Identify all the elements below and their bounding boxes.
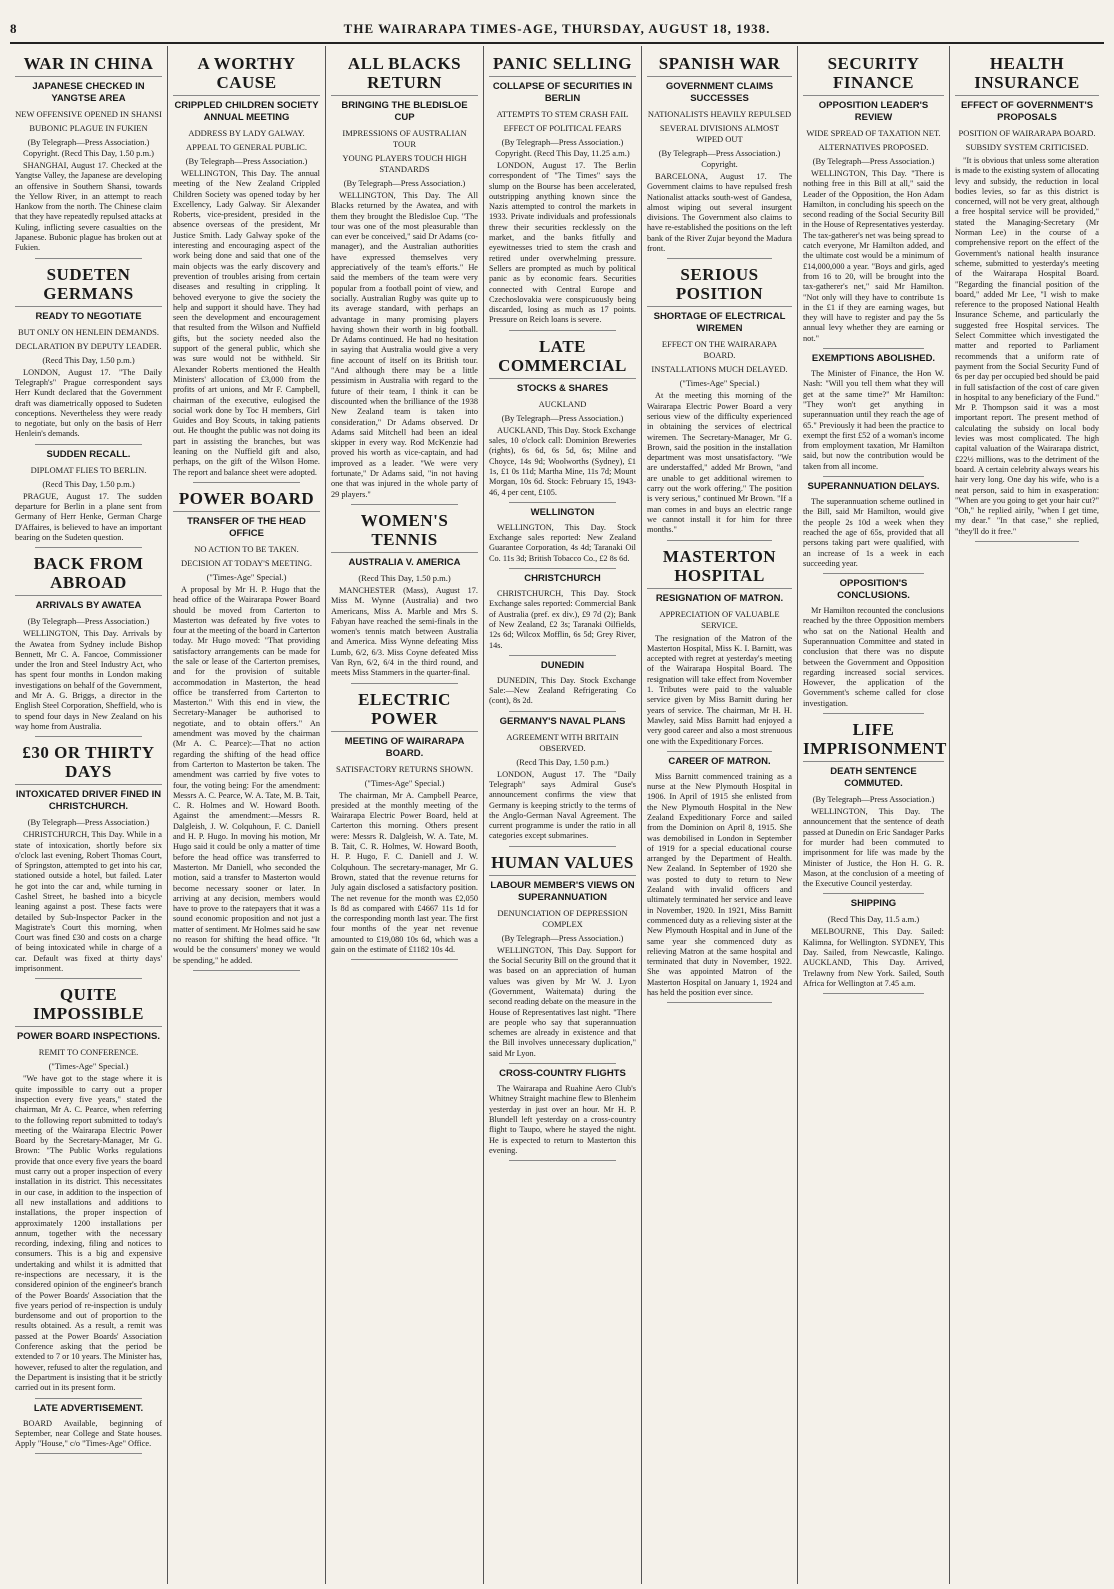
article-divider (509, 1063, 616, 1064)
article-subheading: CHRISTCHURCH (524, 573, 601, 585)
article-body: WELLINGTON, This Day. Stock Exchange sales reported: New Zealand Guarantee Corporation, 4s 4d; Taranaki Oil Co. 11s 3d; British Tobacco Co., £2 8s 6d. (489, 522, 636, 563)
article (803, 54, 944, 349)
article-body: At the meeting this morning of the Wairarapa Electric Power Board a very serious view of the difficulty experienced in obtaining the services of electrical wiremen. The Secretary-Manager, Mr G. Brown, said the position in the installation department was most unsatisfactory. "We are understaffed," added Mr Brown, "and are unable to get additional wiremen to carry out the work offering." The position is very serious," continued Mr Brown. "If a man comes in and buys an electric range we cannot install it for him for three months." (647, 391, 792, 535)
article-body: Miss Barnitt commenced training as a nurse at the New Plymouth Hospital in 1906. In April of 1915 she enlisted from the New Plymouth Hospital in the New Zealand Expeditionary Force and sailed from the Dominion on April 8, 1915. She was demobilised in London in September of 1919 for a special educational course arranged by the Department of Health. New Zealand. In September of 1920 she was posted to duty to return to New Zealand with invalid officers and ultimately terminated her service and leave in November, 1920. In 1921, Miss Barnitt commenced duty as a relieving sister at the New Plymouth Hospital and in June of the same year she commenced duty as relieving Matron at the same hospital and terminated that duty in November, 1922. She was appointed Matron of the Masterton Hospital on January 1, 1924 and has held the position ever since. (647, 771, 792, 998)
article-subheading: OPPOSITION LEADER'S REVIEW (818, 100, 929, 123)
article-subheading: RESIGNATION OF MATRON. (655, 592, 784, 604)
article (803, 898, 944, 994)
article-body: Mr Hamilton recounted the conclusions reached by the three Opposition members who sat on the National Health and Superannuation Committee and stated in conclusion that there was no dispute between the Government and Opposition regarding increased social services. However, the application of the Government's scheme called for close investigation. (803, 606, 944, 708)
article-headline: SUDETEN GERMANS (15, 265, 162, 307)
article-subheading: WELLINGTON (530, 506, 595, 518)
column-2 (168, 46, 326, 1584)
article-dateline: (By Telegraph—Press Association.) (812, 794, 935, 805)
article-body: CHRISTCHURCH, This Day. Stock Exchange sales reported: Commercial Bank of Australia (pref. ex div.), £9 7d (2); Bank of New Zealand, £2 3s; Taranaki Oilfields, 12s 6d; Wilcox Mofflin, 6s 5d; Grey River, 14s. (489, 589, 636, 650)
article-subheading: TRANSFER OF THE HEAD OFFICE (187, 515, 306, 539)
article-divider (823, 476, 924, 477)
article-divider (193, 482, 300, 483)
article-body: SHANGHAI, August 17. Checked at the Yangtse Valley, the Japanese are developing an offensive in Southern Shansi, towards the Yellow River, in an attempt to reach Hankow from the north. The Chinese claim that they have repeatedly repulsed attacks at Kuling, inflicting severe casualties on the Japanese. Bubonic plague has broken out at Fukien. (15, 161, 162, 253)
article-subheading: NO ACTION TO BE TAKEN. (194, 543, 299, 554)
article-divider (509, 568, 616, 569)
article (647, 54, 792, 259)
article-subheading: INSTALLATIONS MUCH DELAYED. (651, 364, 788, 375)
article (489, 573, 636, 656)
article (803, 353, 944, 477)
article-subheading: SHIPPING (850, 898, 897, 910)
article (331, 511, 478, 684)
article-subheading: ARRIVALS BY AWATEA (35, 600, 142, 612)
article (15, 554, 162, 737)
article-subheading: BRINGING THE BLEDISLOE CUP (341, 100, 468, 123)
article-subheading: DUNEDIN (540, 659, 585, 671)
article-divider (509, 655, 616, 656)
article (489, 660, 636, 712)
article-subheading: STOCKS & SHARES (516, 382, 609, 394)
article-divider (975, 541, 1079, 542)
article-divider (667, 540, 772, 541)
article-dateline: (By Telegraph—Press Association.) (501, 412, 624, 423)
article-divider (823, 713, 924, 714)
article (803, 481, 944, 574)
article-subheading: OPPOSITION'S CONCLUSIONS. (837, 578, 910, 602)
column-6 (798, 46, 950, 1584)
article-subheading: SEVERAL DIVISIONS ALMOST WIPED OUT (659, 123, 780, 144)
article-headline: MASTERTON HOSPITAL (647, 547, 792, 589)
article-headline: WAR IN CHINA (15, 54, 162, 77)
article-divider (509, 330, 616, 331)
article (15, 54, 162, 259)
article-subheading: APPEAL TO GENERAL PUBLIC. (186, 142, 307, 152)
article-subheading: LATE ADVERTISEMENT. (33, 1402, 144, 1414)
article-headline: ALL BLACKS RETURN (331, 54, 478, 96)
article-body: A proposal by Mr H. P. Hugo that the head office of the Wairarapa Power Board should be moved from Carterton to Masterton was defeated by five votes to four at the meeting of the board in Carterton today. Mr Hugo moved: "That providing satisfactory arrangements can be made for the sale or lease of the Carterton premises, and for the provision of suitable accommodation in Masterton, the head office be transferred from Carterton to Masterton." With this end in view, the Secretary-Manager be authorised to negotiate, and to obtain offers." An amendment was moved by the chairman (Mr A. C. Pearce):—That no action regarding the shifting of the head office from Carterton to Masterton be taken. The amendment was carried by five votes to four, the voting being: For the amendment: Messrs A. C. Pearce, W. A. Tate, M. B. Tait, C. R. Holmes and W. Howard Booth. Against the amendment:—Messrs R. Dalgleish, J. W. Colquhoun, F. C. Daniell and H. P. Hugo. In moving his motion, Mr Hugo said it could be only a matter of time before the head office was transferred to Masterton. Mr Daniell, who seconded the motion, said a transfer to Masterton would become necessary sooner or later. In arriving at any decision, members would have to prove to the ratepayers that it was a sound economic proposition and not just a matter of sentiment. Mr Holmes said he saw no reason for shifting the head office. "It would be the consumers' money we would be spending," he added. (173, 584, 321, 965)
article (489, 716, 636, 847)
article-body: WELLINGTON, This Day. The All Blacks returned by the Awatea, and with them they brought the Bledisloe Cup. "The tour was one of the most pleasurable than can ever be conceived," said Dr Adams (co-manager), and the Australian authorities have expressed themselves very appreciatively of the team's efforts." He said the members of the team were very popular from a football point of view, and socially. Australian Rugby was quite up to its average standard, with perhaps an advantage in many promising players having shown their worth in big football. Dr Adams continued. He had no hesitation in saying that Australia would give a very fine account of itself on its British tour. "And although there may be a little pessimism in Australia with regard to the future of their team, I think it can be discounted when the brilliance of the 1938 New Zealand team is taken into consideration," Dr Adams observed. Dr Adams said Mitchell had been an ideal skipper in every way. Rod McKenzie had proved his worth as vice-captain, and had improved as a leader. "We were very fortunate," Dr Adams said, "in not having one that was injured in the whole party of 29 players." (331, 191, 478, 499)
article-subheading: CROSS-COUNTRY FLIGHTS (499, 1068, 626, 1080)
article-body: BARCELONA, August 17. The Government claims to have repulsed fresh Nationalist attacks south-west of Gandesa, almost wiping out several insurgent divisions. The Government also claims to have re-established the positions on the left bank of the River Zujar beyond the Madura front. (647, 172, 792, 254)
article (331, 690, 478, 961)
article (331, 54, 478, 505)
column-5 (642, 46, 798, 1584)
article-body: CHRISTCHURCH, This Day. While in a state of intoxication, shortly before six o'clock last evening, Robert Thomas Court, of Springston, attempted to get into his car, stationed outside a hotel, but failed. Later he got into the car and, while turning in Cashel Street, he bashed into a bicycle leaning against a post. These facts were detailed by Sub-Inspector Packer in the Magistrate's Court this morning, when Court was fined £30 and costs on a charge of being intoxicated while in charge of a car. Default was fixed at thirty days' imprisonment. (15, 830, 162, 974)
article-divider (509, 846, 616, 847)
article (15, 449, 162, 548)
article-divider (35, 547, 142, 548)
article-divider (667, 751, 772, 752)
article-body: WELLINGTON, This Day. Arrivals by the Awatea from Sydney include Bishop Bennett, Mr C. A. Fancoe, Commissioner under the Iron and Steel Industry Act, who has spent four months in London making investigations on behalf of the Government, and Mr A. G. Briggs, a director in the English Steel Corporation, Sheffield, who is to spend four days in New Zealand on his way home from Australia. (15, 629, 162, 731)
article-dateline: ("Times-Age" Special.) (206, 571, 287, 582)
article-subheading: GOVERNMENT CLAIMS SUCCESSES (665, 81, 774, 104)
article-divider (351, 683, 458, 684)
article-dateline: (By Telegraph—Press Association.) (27, 616, 150, 627)
article-subheading: SATISFACTORY RETURNS SHOWN. (335, 763, 474, 774)
article-subheading: ATTEMPTS TO STEM CRASH FAIL (496, 109, 629, 119)
article-body: LONDON, August 17. The Berlin correspondent of "The Times" says the slump on the Bourse has been accelerated, outstripping anything known since the Nazis attempted to control the markets in 1933. Private individuals and professionals threw their securities recklessly on the market, and the banks fitfully and eyewitnesses tried to stem the crash and retired under overwhelming pressure. Sellers are prompted as much by political panic as by economic fears. Securities connected with Central Europe and Czechoslovakia were conspicuously being discarded, losing as much as 17 points. Pressure on Reich loans is severe. (489, 161, 636, 325)
article-subheading: IMPRESSIONS OF AUSTRALIAN TOUR (342, 128, 467, 149)
column-3 (326, 46, 484, 1584)
article-body: AUCKLAND, This Day. Stock Exchange sales, 10 o'clock call: Dominion Breweries (rights), 6s 6d, 6s 5d, 6s; Milne and Choyce, 14s 9d; Woolworths (Sydney), £1 1s, £1 0s 11d; Martha Mine, 11s 7d; Mount Morgan, 10s 6d. Stock: February 15, 1943-46, 4 per cent, £105. (489, 425, 636, 497)
article-body: DUNEDIN, This Day. Stock Exchange Sale:—New Zealand Refrigerating Co (cont), 8s 2d. (489, 675, 636, 706)
article-headline: SERIOUS POSITION (647, 265, 792, 307)
article-dateline: (By Telegraph—Press Association.) (501, 932, 624, 943)
article-subheading: COLLAPSE OF SECURITIES IN BERLIN (492, 81, 633, 104)
article-dateline: ("Times-Age" Special.) (48, 1061, 129, 1072)
article (489, 54, 636, 331)
article-body: "We have got to the stage where it is quite impossible to carry out a proper inspection every five years," stated the chairman, Mr A. C. Pearce, when referring to the following report submitted to today's meeting of the Wairarapa Electric Power Board by the Secretary-Manager, Mr G. Brown: "The Public Works regulations provide that once every five years the board must carry out a proper inspection of every installation in its district. This necessitates in our case, in addition to the inspection of all new installations and additions to installations, the proper inspection of approximately 1200 installations per annum, together with the necessary recording, indexing, filing and notices to consumers. This is a big and expensive undertaking and whilst it is admitted that re-inspections are necessary, it is the considered opinion of the engineer's branch of the Power Boards' Association that the five years period of re-inspection is unduly burdensome and out of proportion to the results obtained. As a result, a remit was passed at the Power Boards' Association Conference asking that the period be extended to 7 or 10 years. The Minister has, however, refused to alter the regulation, and the Department is insisting that it be strictly carried out in its present form. (15, 1074, 162, 1393)
article-divider (351, 504, 458, 505)
article-body: The resignation of the Matron of the Masterton Hospital, Miss K. I. Barnitt, was accepted with regret at yesterday's meeting of the Wairarapa Hospital Board. The resignation will take effect from November 1. Tributes were paid to the valuable service given by Miss Barnitt during her years of service. The chairman, Mr H. H. Mawley, said Miss Barnitt had enjoyed a very good career and also a most strenuous one with the Expeditionary Forces. (647, 633, 792, 746)
article-body: PRAGUE, August 17. The sudden departure for Berlin in a plane sent from Germany of Herr Henke, German Charge D'Affaires, is believed to have an important bearing on the Sudeten question. (15, 491, 162, 542)
column-4 (484, 46, 642, 1584)
article-headline: POWER BOARD (173, 489, 320, 512)
article-subheading: LABOUR MEMBER'S VIEWS ON SUPERANNUATION (490, 879, 635, 903)
article-subheading: DEATH SENTENCE COMMUTED. (830, 766, 917, 790)
article-body: The Wairarapa and Ruahine Aero Club's Whitney Straight machine flew to Blenheim yesterday in just over an hour. Mr H. P. Blundell left yesterday on a cross-country flight to Taupo, where he stayed the night. He is expected to return to Masterton this evening. (489, 1084, 636, 1155)
article (489, 507, 636, 569)
article-subheading: EXEMPTIONS ABOLISHED. (811, 353, 936, 365)
article-subheading: NEW OFFENSIVE OPENED IN SHANSI (15, 109, 162, 119)
article-body: BOARD Available, beginning of September, near College and State houses. Apply "House," c/o "Times-Age" Office. (15, 1418, 162, 1449)
article-subheading: ADDRESS BY LADY GALWAY. (188, 128, 305, 138)
column-7 (950, 46, 1104, 1584)
article (647, 547, 792, 752)
article-divider (823, 893, 924, 894)
article-dateline: (By Telegraph—Press Association.) Copyright. (Recd This Day, 1.50 p.m.) (22, 137, 155, 158)
article-headline: £30 OR THIRTY DAYS (15, 743, 162, 785)
article-headline: HUMAN VALUES (489, 853, 636, 876)
article-subheading: SUBSIDY SYSTEM CRITICISED. (965, 142, 1089, 152)
article-subheading: DECISION AT TODAY'S MEETING. (180, 557, 313, 568)
article-subheading: DIPLOMAT FLIES TO BERLIN. (30, 464, 147, 475)
article-body: WELLINGTON, This Day. "There is nothing free in this Bill at all," said the Leader of the Opposition, the Hon Adam Hamilton, in concluding his speech on the second reading of the Social Security Bill in the House of Representatives yesterday. The tax-gatherer's net was being spread to catch everyone, Mr Hamilton added, and the ultimate cost would be a minimum of £14,000,000 a year. "Boys and girls, aged from 16 to 20, will be brought into the tax-gatherer's net," said Mr Hamilton. "Not only will they have to contribute 1s in the £1 if they are earning wages, but they will have to register and pay the 5s annual levy whether they are earning or not." (803, 169, 944, 343)
article-divider (35, 978, 142, 979)
article-headline: LATE COMMERCIAL (489, 337, 636, 379)
article-subheading: READY TO NEGOTIATE (35, 310, 142, 322)
article-subheading: DECLARATION BY DEPUTY LEADER. (15, 340, 162, 351)
article-subheading: WIDE SPREAD OF TAXATION NET. (806, 128, 941, 138)
article-headline: ELECTRIC POWER (331, 690, 478, 732)
article-subheading: INTOXICATED DRIVER FINED IN CHRISTCHURCH. (15, 789, 162, 813)
article-divider (35, 444, 142, 445)
article (15, 265, 162, 445)
article-subheading: NATIONALISTS HEAVILY REPULSED (647, 109, 792, 119)
article-divider (35, 1398, 142, 1399)
masthead-rule (10, 42, 1104, 44)
page-number: 8 (10, 21, 17, 36)
article-subheading: EFFECT OF POLITICAL FEARS (503, 123, 622, 133)
article-subheading: AUSTRALIA V. AMERICA (348, 556, 461, 568)
article-dateline: (Recd This Day, 11.5 a.m.) (827, 914, 920, 925)
article (173, 54, 320, 483)
article-body: The Minister of Finance, the Hon W. Nash: "Will you tell them what they will get at the same time?" Mr Hamilton: "They won't get anything in superannuation until they reach the age of 65." Previously it had been the practice to exempt the first £52 of a woman's income from employment taxation, Mr Hamilton said, but now the contribution would be taken from all income. (803, 369, 944, 471)
article-headline: SECURITY FINANCE (803, 54, 944, 96)
article-dateline: ("Times-Age" Special.) (679, 378, 760, 389)
article-subheading: BUT ONLY ON HENLEIN DEMANDS. (17, 326, 160, 337)
article-dateline: ("Times-Age" Special.) (364, 777, 445, 788)
article-subheading: POWER BOARD INSPECTIONS. (16, 1031, 161, 1043)
article-body: LONDON, August 17. The "Daily Telegraph" says Admiral Guse's announcement confirms the view that Germany is keeping strictly to the terms of the Anglo-German Naval Agreement. The current programme is under the ratio in all categories except submarines. (489, 769, 636, 841)
article-subheading: JAPANESE CHECKED IN YANGTSE AREA (32, 81, 145, 104)
article-headline: PANIC SELLING (489, 54, 636, 77)
newspaper-title: THE WAIRARAPA TIMES-AGE, THURSDAY, AUGUST 18, 1938. (343, 21, 771, 36)
article-divider (509, 711, 616, 712)
article-body: MELBOURNE, This Day. Sailed: Kalimna, for Wellington. SYDNEY, This Day. Sailed, from Newcastle, Kalingo. AUCKLAND, This Day. Arrived, Trelawny from New York. Sailed, South Africa for Wellington at 7.45 a.m. (803, 927, 944, 988)
article-body: The chairman, Mr A. Campbell Pearce, presided at the monthly meeting of the Wairarapa Electric Power Board, held at Carterton this morning. Others present were: Messrs R. Dalgleish, W. A. Tate, M. B. Tait, C. R. Holmes, W. Howard Booth, H. P. Hugo, F. C. Daniell and J. W. Colquhoun. The secretary-manager, Mr G. Brown, stated that the revenue returns for July again disclosed a satisfactory position. The net revenue for the month was £2,050 Is 8d as compared with £4667 11s 1d for the corresponding month last year. The first four months of the year net revenue amounted to £19,080 10s 6d, which was a gain on the estimate of £1182 10s 4d. (331, 790, 478, 955)
article-dateline: (By Telegraph—Press Association.) (27, 817, 150, 828)
article-divider (35, 258, 142, 259)
article-divider (35, 1453, 142, 1454)
article-subheading: MEETING OF WAIRARAPA BOARD. (344, 735, 465, 759)
article (647, 265, 792, 540)
article-headline: SPANISH WAR (647, 54, 792, 77)
article-subheading: REMIT TO CONFERENCE. (38, 1047, 139, 1058)
article-divider (509, 1160, 616, 1161)
article (489, 337, 636, 503)
article-subheading: SHORTAGE OF ELECTRICAL WIREMEN (653, 311, 786, 335)
article (647, 756, 792, 1004)
article-body: MANCHESTER (Mass), August 17. Miss M. Wynne (Australia) and two Americans, Miss A. Marble and Mrs S. Fabyan have reached the semi-finals in the women's tennis match between Australia and America. Miss Wynne defeating Miss Lumb, 6/2, 6/3. Miss Coyne defeated Miss Van Ryn, 6/2, 6/4 in the third round, and meets Miss Stammers in the quarter-final. (331, 585, 478, 678)
article-subheading: POSITION OF WAIRARAPA BOARD. (958, 128, 1096, 138)
article-body: "It is obvious that unless some alteration is made to the existing system of allocating levy and subsidy, the reduction in local bodies levies, so far as this district is concerned, will not be very great, although a free hospital service will be provided," stated the Managing-Secretary (Mr Norman Lee) in the course of a comprehensive report on the effect of the Government's national health insurance scheme, submitted to yesterday's meeting of the Wairarapa Hospital Board. "Regarding the financial position of the board," added Mr Lee, "I wish to make reference to the proposed National Health Insurance Scheme, and particularly the suggested free Hospital services. The Select Committee which investigated the matter and reported to Parliament recommends that a uniform rate of payment from the Social Security Fund of 6s per day per occupied bed should be paid in full satisfaction of the cost of care given in hospital to any beneficiary of the Fund." Mr P. Thompson said it was a most important report. The present method of calculating the subsidy on local body levies was most complicated. The high capital valuation of the Wairarapa district, £22½ millions, was to the detriment of the board. A certain celebrity always wears his hair very long. One day his wife, who is a neat person, said to him in exasperation: "When are you going to get your hair cut?" "Oh," he replied airily, "when I get time, my dear." "In that case," she replied, "they'll do it free." (955, 156, 1099, 536)
article-headline: BACK FROM ABROAD (15, 554, 162, 596)
article-divider (509, 502, 616, 503)
article-dateline: (By Telegraph—Press Association.) (185, 156, 308, 166)
article-divider (193, 970, 300, 971)
article-dateline: (By Telegraph—Press Association.) Copyright. (658, 148, 781, 169)
article-subheading: CRIPPLED CHILDREN SOCIETY ANNUAL MEETING (174, 100, 319, 123)
article-subheading: AGREEMENT WITH BRITAIN OBSERVED. (506, 731, 619, 753)
article-body: LONDON, August 17. "The Daily Telegraph's" Prague correspondent says Herr Kundt declared that the Government draft was diametrically opposed to Sudeten conceptions. Nevertheless they were ready to negotiate, but only on the basis of Herr Henlein's demands. (15, 367, 162, 439)
article-subheading: SUPERANNUATION DELAYS. (807, 481, 940, 493)
article-dateline: (By Telegraph—Press Association.) (812, 156, 935, 166)
article-dateline: (Recd This Day, 1.50 p.m.) (42, 478, 135, 489)
article (15, 743, 162, 979)
masthead (10, 18, 1104, 40)
article-dateline: (Recd This Day, 1.50 p.m.) (358, 572, 451, 583)
article-dateline: (By Telegraph—Press Association.) Copyright. (Recd This Day, 11.25 a.m.) (495, 137, 630, 158)
article-body: WELLINGTON, This Day. The annual meeting of the New Zealand Crippled Children Society was opened today by her Excellency, Lady Galway. Sir Alexander Roberts, vice-president, presided in the absence overseas of the president, Mr Justice Smith. Lady Galway spoke of the interesting and encouraging aspect of the work being done and said that one of the main objects was the early discovery and prevention of troubles arising from certain diseases and resulting in crippling. It behoved everyone to give the society the help and support it should have. They had seen the development and encouragement that resulted from the Wilson and Nuffield gifts, but the society needed also the support of the general public, which she was sure would not be withheld. Sir Alexander Roberts mentioned the Health Ministers' allocation of £3,000 from the profits of art unions, and Mr F. Campbell, chairman of the executive, eulogised the social work done by Toc H members, Girl Guides and Boy Scouts, in taking patients out. He thought the public was not doing its part in assisting the branches, but was leaning on the Nuffield gift and also, perhaps, on the gift of the Wilson Home. The report and balance sheet were adopted. (173, 169, 320, 477)
article-subheading: APPRECIATION OF VALUABLE SERVICE. (659, 608, 780, 630)
article-headline: WOMEN'S TENNIS (331, 511, 478, 553)
article-divider (351, 959, 458, 960)
article-divider (823, 993, 924, 994)
article-subheading: YOUNG PLAYERS TOUCH HIGH STANDARDS (342, 153, 467, 174)
page-columns (10, 46, 1104, 1584)
article (489, 853, 636, 1064)
article-headline: QUITE IMPOSSIBLE (15, 985, 162, 1027)
article-subheading: BUBONIC PLAGUE IN FUKIEN (29, 123, 148, 133)
article-subheading: AUCKLAND (538, 398, 587, 409)
article-headline: A WORTHY CAUSE (173, 54, 320, 96)
article (955, 54, 1099, 542)
article-subheading: EFFECT ON THE WAIRARAPA BOARD. (661, 339, 778, 361)
article (15, 985, 162, 1398)
article-dateline: (Recd This Day, 1.50 p.m.) (516, 756, 609, 767)
article (173, 489, 320, 971)
article-headline: HEALTH INSURANCE (955, 54, 1099, 96)
article (803, 720, 947, 894)
article-divider (667, 258, 772, 259)
article-divider (823, 348, 924, 349)
article-dateline: (Recd This Day, 1.50 p.m.) (42, 354, 135, 365)
article-body: WELLINGTON, This Day. Support for the Social Security Bill on the ground that it was based on an appreciation of human values was given by Mr W. J. Lyon (Government, Waitemata) during the second reading debate on the measure in the House of Representatives last night. "There are people who say that superannuation schemes are already in existence and that the Bill involves unnecessary duplication," said Mr Lyon. (489, 945, 636, 1058)
article-subheading: SUDDEN RECALL. (46, 448, 131, 460)
article-divider (823, 573, 924, 574)
article-body: The superannuation scheme outlined in the Bill, said Mr Hamilton, would give the people 2s 10d a week when they reached the age of 65s, provided that all persons taking part were qualified, with an increase of 1s a week in each succeeding year. (803, 497, 944, 568)
article-subheading: DENUNCIATION OF DEPRESSION COMPLEX (497, 907, 628, 929)
article-dateline: (By Telegraph—Press Association.) (343, 178, 466, 188)
article-body: WELLINGTON, This Day. The announcement that the sentence of death passed at Dunedin on Eric Sandager Parks for murder had been commuted to imprisonment for life was made by the Minister of Justice, the Hon H. G. R. Mason, at the conclusion of a meeting of the Executive Council yesterday. (803, 807, 944, 889)
article-subheading: ALTERNATIVES PROPOSED. (818, 142, 929, 152)
article (803, 578, 944, 714)
article (489, 1068, 636, 1161)
article-subheading: CAREER OF MATRON. (668, 755, 771, 767)
article-divider (35, 736, 142, 737)
article-subheading: EFFECT OF GOVERNMENT'S PROPOSALS (960, 100, 1094, 123)
article-divider (667, 1002, 772, 1003)
article-headline: LIFE IMPRISONMENT (803, 720, 944, 762)
column-1 (10, 46, 168, 1584)
article-subheading: GERMANY'S NAVAL PLANS (499, 715, 626, 727)
article (15, 1403, 162, 1455)
